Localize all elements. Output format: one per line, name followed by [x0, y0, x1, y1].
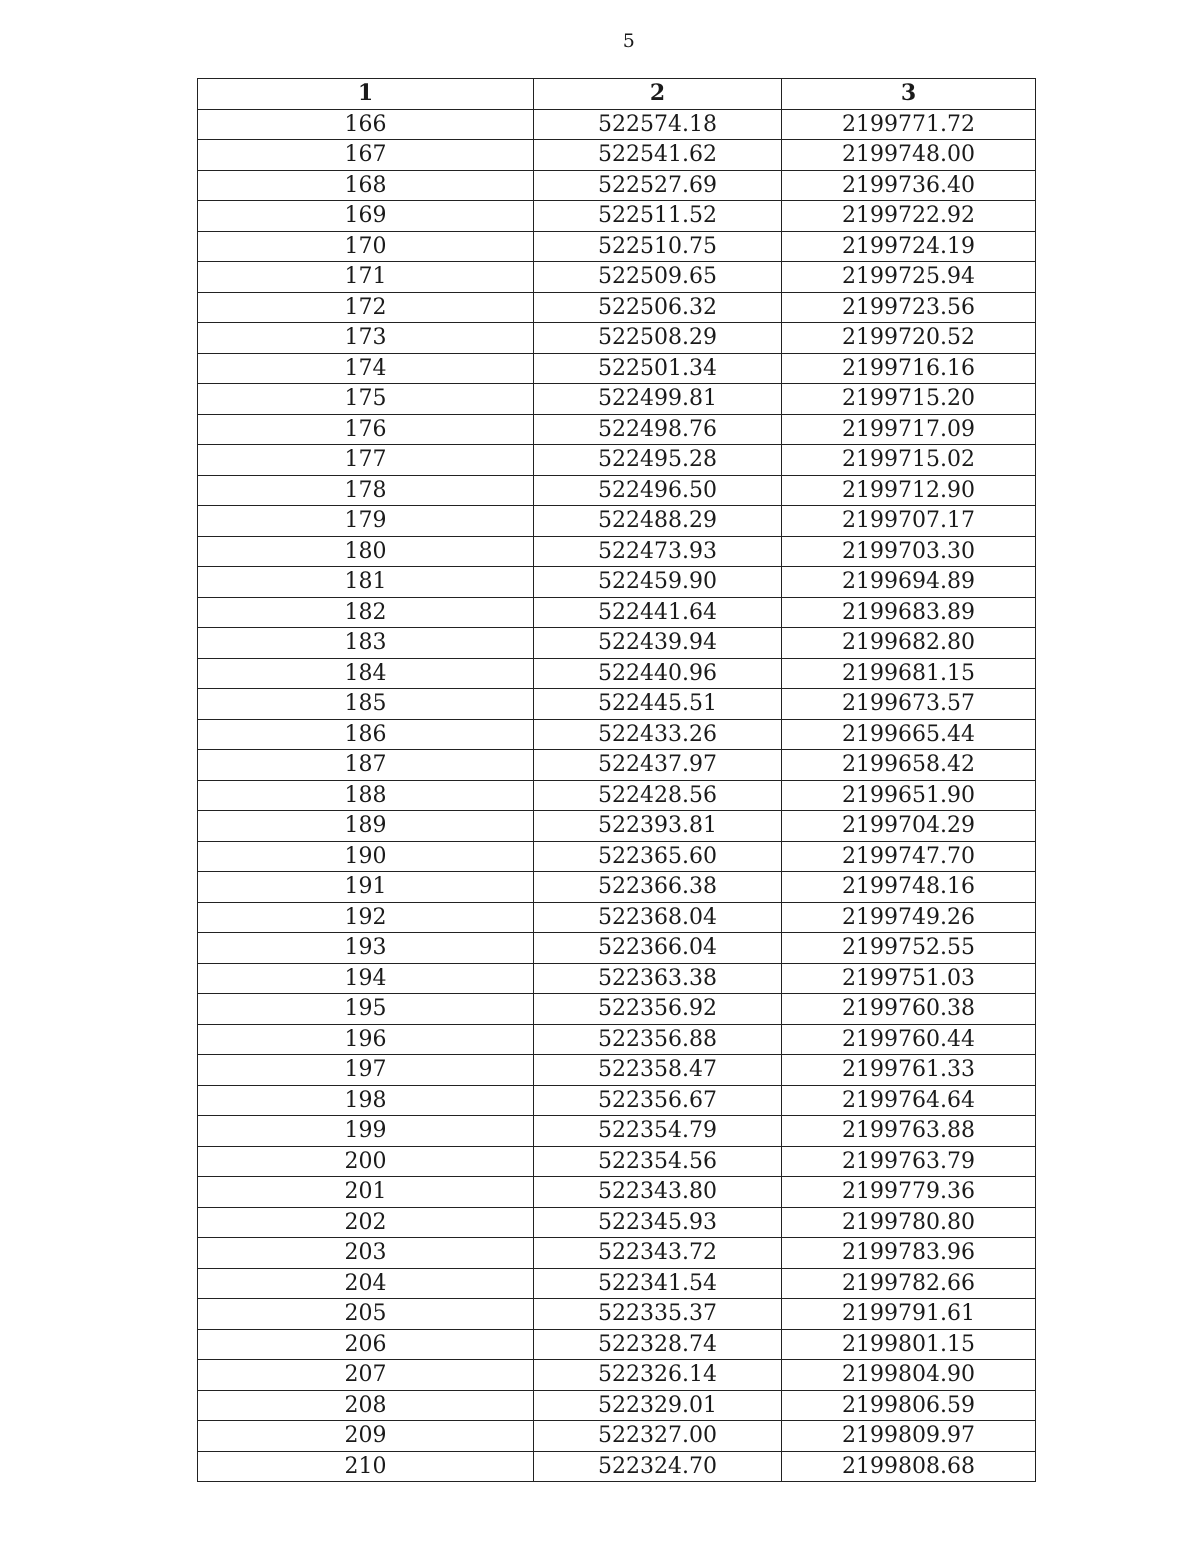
point-number-cell: 205	[198, 1299, 534, 1330]
coordinates-table	[197, 78, 1036, 1482]
point-number-cell: 175	[198, 384, 534, 415]
table-row	[198, 1207, 1036, 1238]
coordinate-y-cell: 2199724.19	[782, 231, 1036, 262]
coordinate-x-cell: 522527.69	[534, 170, 782, 201]
table-row	[198, 1421, 1036, 1452]
point-number-cell: 194	[198, 963, 534, 994]
table-row	[198, 1177, 1036, 1208]
coordinate-x-cell: 522506.32	[534, 292, 782, 323]
coordinate-x-cell: 522354.79	[534, 1116, 782, 1147]
coordinate-x-cell: 522326.14	[534, 1360, 782, 1391]
point-number-cell: 166	[198, 109, 534, 140]
coordinate-y-cell: 2199704.29	[782, 811, 1036, 842]
table-row	[198, 1116, 1036, 1147]
coordinate-x-cell: 522508.29	[534, 323, 782, 354]
table-row	[198, 1055, 1036, 1086]
coordinate-x-cell: 522495.28	[534, 445, 782, 476]
point-number-cell: 206	[198, 1329, 534, 1360]
coordinate-x-cell: 522356.88	[534, 1024, 782, 1055]
table-row	[198, 231, 1036, 262]
coordinate-y-cell: 2199783.96	[782, 1238, 1036, 1269]
coordinate-y-cell: 2199747.70	[782, 841, 1036, 872]
point-number-cell: 171	[198, 262, 534, 293]
coordinate-x-cell: 522354.56	[534, 1146, 782, 1177]
point-number-cell: 200	[198, 1146, 534, 1177]
point-number-cell: 180	[198, 536, 534, 567]
table-row	[198, 567, 1036, 598]
coordinate-y-cell: 2199715.02	[782, 445, 1036, 476]
coordinate-y-cell: 2199665.44	[782, 719, 1036, 750]
point-number-cell: 199	[198, 1116, 534, 1147]
table-body	[198, 109, 1036, 1482]
point-number-cell: 177	[198, 445, 534, 476]
coordinate-x-cell: 522343.80	[534, 1177, 782, 1208]
table-row	[198, 963, 1036, 994]
coordinate-y-cell: 2199806.59	[782, 1390, 1036, 1421]
point-number-cell: 201	[198, 1177, 534, 1208]
coordinate-y-cell: 2199658.42	[782, 750, 1036, 781]
coordinate-y-cell: 2199752.55	[782, 933, 1036, 964]
table-row	[198, 140, 1036, 171]
point-number-cell: 185	[198, 689, 534, 720]
point-number-cell: 183	[198, 628, 534, 659]
coordinate-x-cell: 522428.56	[534, 780, 782, 811]
point-number-cell: 173	[198, 323, 534, 354]
coordinate-y-cell: 2199751.03	[782, 963, 1036, 994]
point-number-cell: 193	[198, 933, 534, 964]
coordinate-x-cell: 522445.51	[534, 689, 782, 720]
point-number-cell: 202	[198, 1207, 534, 1238]
point-number-cell: 192	[198, 902, 534, 933]
point-number-cell: 197	[198, 1055, 534, 1086]
header-cell-1: 1	[198, 79, 534, 110]
coordinate-x-cell: 522473.93	[534, 536, 782, 567]
point-number-cell: 174	[198, 353, 534, 384]
table-row	[198, 1390, 1036, 1421]
coordinate-x-cell: 522509.65	[534, 262, 782, 293]
coordinate-y-cell: 2199707.17	[782, 506, 1036, 537]
coordinate-y-cell: 2199712.90	[782, 475, 1036, 506]
table-row	[198, 384, 1036, 415]
coordinate-y-cell: 2199771.72	[782, 109, 1036, 140]
point-number-cell: 191	[198, 872, 534, 903]
table-row	[198, 658, 1036, 689]
coordinate-y-cell: 2199681.15	[782, 658, 1036, 689]
table-row	[198, 841, 1036, 872]
point-number-cell: 181	[198, 567, 534, 598]
point-number-cell: 176	[198, 414, 534, 445]
coordinate-x-cell: 522433.26	[534, 719, 782, 750]
coordinate-x-cell: 522327.00	[534, 1421, 782, 1452]
coordinate-x-cell: 522366.38	[534, 872, 782, 903]
point-number-cell: 209	[198, 1421, 534, 1452]
coordinate-x-cell: 522365.60	[534, 841, 782, 872]
table-row	[198, 628, 1036, 659]
coordinate-y-cell: 2199760.38	[782, 994, 1036, 1025]
table-row	[198, 1024, 1036, 1055]
table-row	[198, 292, 1036, 323]
table-row	[198, 933, 1036, 964]
header-cell-2: 2	[534, 79, 782, 110]
table-row	[198, 689, 1036, 720]
coordinate-y-cell: 2199682.80	[782, 628, 1036, 659]
coordinate-x-cell: 522488.29	[534, 506, 782, 537]
point-number-cell: 204	[198, 1268, 534, 1299]
point-number-cell: 196	[198, 1024, 534, 1055]
coordinate-y-cell: 2199763.88	[782, 1116, 1036, 1147]
coordinate-y-cell: 2199763.79	[782, 1146, 1036, 1177]
coordinate-x-cell: 522366.04	[534, 933, 782, 964]
table-row	[198, 780, 1036, 811]
table-row	[198, 323, 1036, 354]
coordinate-x-cell: 522328.74	[534, 1329, 782, 1360]
table-row	[198, 262, 1036, 293]
coordinate-y-cell: 2199717.09	[782, 414, 1036, 445]
coordinate-y-cell: 2199779.36	[782, 1177, 1036, 1208]
coordinate-y-cell: 2199722.92	[782, 201, 1036, 232]
coordinate-y-cell: 2199782.66	[782, 1268, 1036, 1299]
table-row	[198, 750, 1036, 781]
table-row	[198, 109, 1036, 140]
coordinate-x-cell: 522363.38	[534, 963, 782, 994]
coordinate-x-cell: 522437.97	[534, 750, 782, 781]
point-number-cell: 169	[198, 201, 534, 232]
table-row	[198, 597, 1036, 628]
coordinate-x-cell: 522498.76	[534, 414, 782, 445]
coordinate-y-cell: 2199716.16	[782, 353, 1036, 384]
table-row	[198, 811, 1036, 842]
coordinate-y-cell: 2199694.89	[782, 567, 1036, 598]
coordinate-x-cell: 522356.67	[534, 1085, 782, 1116]
coordinate-x-cell: 522324.70	[534, 1451, 782, 1482]
point-number-cell: 208	[198, 1390, 534, 1421]
coordinate-x-cell: 522499.81	[534, 384, 782, 415]
coordinate-x-cell: 522356.92	[534, 994, 782, 1025]
table-row	[198, 506, 1036, 537]
table-row	[198, 1329, 1036, 1360]
coordinate-x-cell: 522541.62	[534, 140, 782, 171]
coordinate-x-cell: 522345.93	[534, 1207, 782, 1238]
coordinate-y-cell: 2199748.16	[782, 872, 1036, 903]
coordinate-y-cell: 2199764.64	[782, 1085, 1036, 1116]
table-row	[198, 1299, 1036, 1330]
table-row	[198, 719, 1036, 750]
point-number-cell: 168	[198, 170, 534, 201]
coordinate-x-cell: 522441.64	[534, 597, 782, 628]
table-row	[198, 1360, 1036, 1391]
page-number: 5	[622, 30, 636, 52]
coordinate-y-cell: 2199715.20	[782, 384, 1036, 415]
coordinate-x-cell: 522511.52	[534, 201, 782, 232]
point-number-cell: 179	[198, 506, 534, 537]
table-row	[198, 475, 1036, 506]
table-row	[198, 1451, 1036, 1482]
table-row	[198, 445, 1036, 476]
point-number-cell: 207	[198, 1360, 534, 1391]
coordinate-x-cell: 522510.75	[534, 231, 782, 262]
coordinate-y-cell: 2199723.56	[782, 292, 1036, 323]
table-row	[198, 353, 1036, 384]
coordinate-x-cell: 522335.37	[534, 1299, 782, 1330]
point-number-cell: 189	[198, 811, 534, 842]
table-row	[198, 1146, 1036, 1177]
coordinate-y-cell: 2199703.30	[782, 536, 1036, 567]
table-row	[198, 170, 1036, 201]
coordinate-x-cell: 522343.72	[534, 1238, 782, 1269]
point-number-cell: 198	[198, 1085, 534, 1116]
point-number-cell: 187	[198, 750, 534, 781]
table-row	[198, 994, 1036, 1025]
coordinate-y-cell: 2199760.44	[782, 1024, 1036, 1055]
table-row	[198, 872, 1036, 903]
coordinate-y-cell: 2199780.80	[782, 1207, 1036, 1238]
coordinate-y-cell: 2199725.94	[782, 262, 1036, 293]
coordinate-y-cell: 2199720.52	[782, 323, 1036, 354]
coordinate-x-cell: 522439.94	[534, 628, 782, 659]
header-row	[198, 79, 1036, 110]
coordinate-x-cell: 522329.01	[534, 1390, 782, 1421]
point-number-cell: 195	[198, 994, 534, 1025]
coordinate-x-cell: 522341.54	[534, 1268, 782, 1299]
coordinate-x-cell: 522459.90	[534, 567, 782, 598]
table-row	[198, 1268, 1036, 1299]
point-number-cell: 170	[198, 231, 534, 262]
header-cell-3: 3	[782, 79, 1036, 110]
point-number-cell: 167	[198, 140, 534, 171]
coordinate-x-cell: 522501.34	[534, 353, 782, 384]
point-number-cell: 184	[198, 658, 534, 689]
coordinate-x-cell: 522440.96	[534, 658, 782, 689]
coordinate-y-cell: 2199683.89	[782, 597, 1036, 628]
point-number-cell: 172	[198, 292, 534, 323]
table-row	[198, 1085, 1036, 1116]
coordinate-x-cell: 522574.18	[534, 109, 782, 140]
point-number-cell: 203	[198, 1238, 534, 1269]
coordinate-y-cell: 2199736.40	[782, 170, 1036, 201]
table-header	[198, 79, 1036, 110]
coordinate-y-cell: 2199791.61	[782, 1299, 1036, 1330]
coordinate-x-cell: 522358.47	[534, 1055, 782, 1086]
point-number-cell: 178	[198, 475, 534, 506]
coordinate-x-cell: 522368.04	[534, 902, 782, 933]
coordinate-y-cell: 2199748.00	[782, 140, 1036, 171]
point-number-cell: 190	[198, 841, 534, 872]
table-row	[198, 414, 1036, 445]
point-number-cell: 188	[198, 780, 534, 811]
table-row	[198, 536, 1036, 567]
coordinate-y-cell: 2199761.33	[782, 1055, 1036, 1086]
coordinate-y-cell: 2199804.90	[782, 1360, 1036, 1391]
coordinate-y-cell: 2199809.97	[782, 1421, 1036, 1452]
point-number-cell: 186	[198, 719, 534, 750]
coordinate-y-cell: 2199673.57	[782, 689, 1036, 720]
coordinate-y-cell: 2199801.15	[782, 1329, 1036, 1360]
table-row	[198, 201, 1036, 232]
table-row	[198, 902, 1036, 933]
point-number-cell: 210	[198, 1451, 534, 1482]
coordinate-y-cell: 2199651.90	[782, 780, 1036, 811]
coordinate-y-cell: 2199749.26	[782, 902, 1036, 933]
coordinate-x-cell: 522393.81	[534, 811, 782, 842]
point-number-cell: 182	[198, 597, 534, 628]
coordinate-x-cell: 522496.50	[534, 475, 782, 506]
coordinate-y-cell: 2199808.68	[782, 1451, 1036, 1482]
table-row	[198, 1238, 1036, 1269]
